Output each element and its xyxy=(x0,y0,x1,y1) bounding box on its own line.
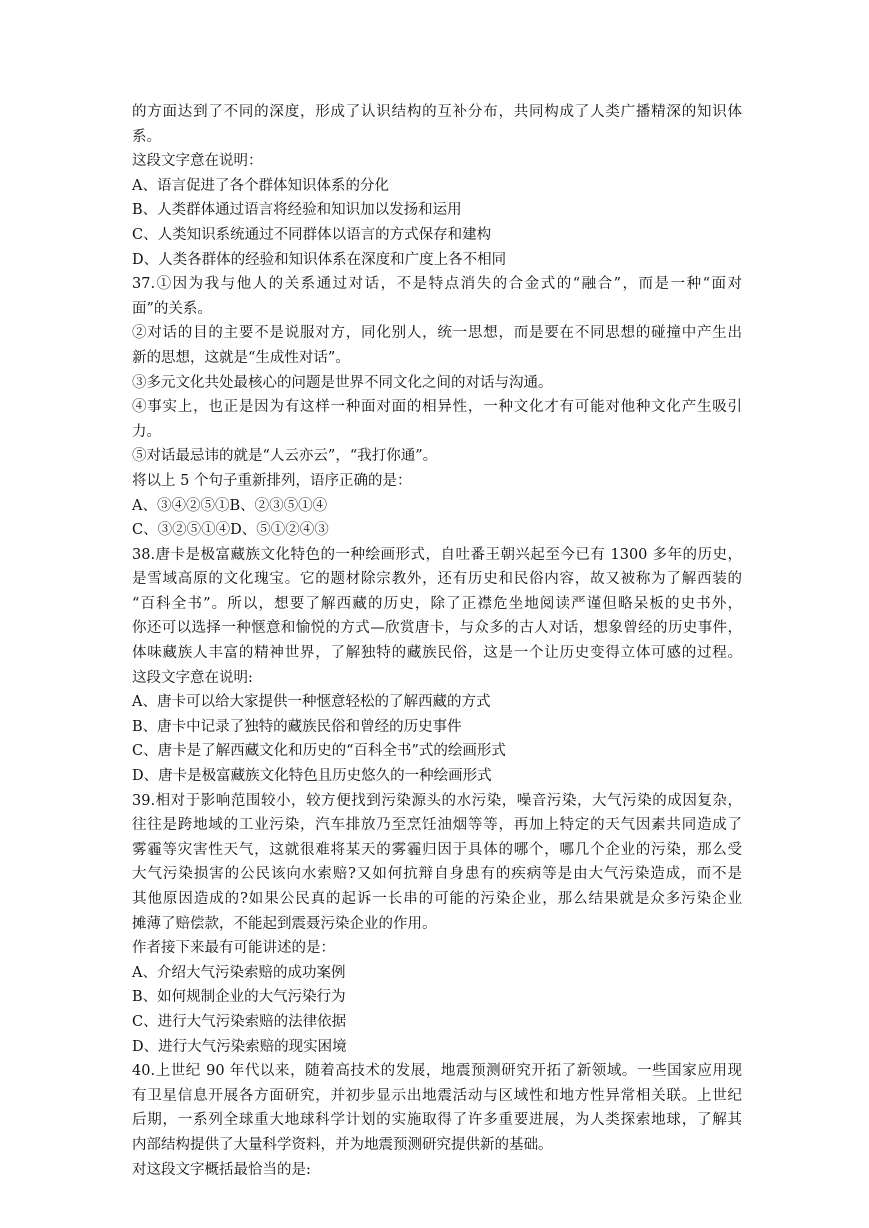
text-line: 面”的关系。 xyxy=(132,300,212,317)
text-line: 力。 xyxy=(132,423,161,440)
text-line: B、如何规制企业的大气污染行为 xyxy=(132,989,346,1006)
text-line: B、人类群体通过语言将经验和知识加以发扬和运用 xyxy=(132,202,462,219)
text-line: 后期，一系列全球重大地球科学计划的实施取得了许多重要进展，为人类探索地球，了解其 xyxy=(132,1112,742,1129)
text-line: A、语言促进了各个群体知识体系的分化 xyxy=(132,177,389,194)
text-line: 其他原因造成的?如果公民真的起诉一长串的可能的污染企业，那么结果就是众多污染企业 xyxy=(132,891,742,907)
text-line: A、③④②⑤①B、②③⑤①④ xyxy=(132,497,328,514)
text-line: 是雪域高原的文化瑰宝。它的题材除宗教外，还有历史和民俗内容，故又被称为了解西装的 xyxy=(132,571,742,588)
text-line: 系。 xyxy=(132,128,161,145)
text-line: C、进行大气污染索赔的法律依据 xyxy=(132,1013,347,1030)
text-line: A、唐卡可以给大家提供一种惬意轻松的了解西藏的方式 xyxy=(132,694,491,711)
text-line: ②对话的目的主要不是说服对方，同化别人，统一思想，而是要在不同思想的碰撞中产生出 xyxy=(132,325,742,342)
text-line: 这段文字意在说明: xyxy=(132,669,253,686)
text-line: B、唐卡中记录了独特的藏族民俗和曾经的历史事件 xyxy=(132,718,462,735)
text-line: 有卫星信息开展各方面研究，并初步显示出地震活动与区域性和地方性异常相关联。上世纪 xyxy=(132,1087,742,1104)
text-line: 摊薄了赔偿款，不能起到震聂污染企业的作用。 xyxy=(132,915,437,932)
text-line: D、唐卡是极富藏族文化特色且历史悠久的一种绘画形式 xyxy=(132,768,492,785)
text-line: 的方面达到了不同的深度，形成了认识结构的互补分布，共同构成了人类广播精深的知识体 xyxy=(132,104,742,120)
text-line: D、进行大气污染索赔的现实困境 xyxy=(132,1038,347,1055)
text-line: ⑤对话最忌讳的就是“人云亦云”，“我打你通”。 xyxy=(132,448,438,465)
text-line: ③多元文化共处最核心的问题是世界不同文化之间的对话与沟通。 xyxy=(132,374,553,391)
text-line: C、人类知识系统通过不同群体以语言的方式保存和建构 xyxy=(132,226,492,243)
text-line: ④事实上，也正是因为有这样一种面对面的相异性，一种文化才有可能对他种文化产生吸引 xyxy=(132,399,742,416)
document-page xyxy=(132,100,742,1182)
text-line: 37.①因为我与他人的关系通过对话，不是特点消失的合金式的“融合”，而是一种“面对 xyxy=(132,276,742,293)
text-line: 体味藏族人丰富的精神世界，了解独特的藏族民俗，这是一个让历史变得立体可感的过程。 xyxy=(132,645,742,662)
text-line: 对这段文字概括最恰当的是: xyxy=(132,1161,311,1178)
text-line: 将以上 5 个句子重新排列，语序正确的是： xyxy=(132,472,412,489)
text-line: 大气污染损害的公民该向水索赔?又如何抗辩自身患有的疾病等是由大气污染造成，而不是 xyxy=(132,866,742,883)
text-line: 这段文字意在说明： xyxy=(132,153,263,170)
text-line: 40.上世纪 90 年代以来，随着高技术的发展，地震预测研究开拓了新领域。一些国家应用现 xyxy=(132,1063,742,1080)
text-line: “百科全书”。所以，想要了解西藏的历史，除了正襟危坐地阅读严谨但略呆板的史书外， xyxy=(132,595,742,612)
text-line: C、③②⑤①④D、⑤①②④③ xyxy=(132,522,329,539)
text-line: 39.相对于影响范围较小，较方便找到污染源头的水污染，噪音污染，大气污染的成因复杂， xyxy=(132,792,742,809)
text-line: 新的思想，这就是“生成性对话”。 xyxy=(132,349,350,366)
text-line: D、人类各群体的经验和知识体系在深度和广度上各不相同 xyxy=(132,251,507,268)
text-line: A、介绍大气污染索赔的成功案例 xyxy=(132,964,346,981)
text-line: C、唐卡是了解西藏文化和历史的“百科全书”式的绘画形式 xyxy=(132,743,506,760)
text-line: 内部结构提供了大量科学资料，并为地震预测研究提供新的基础。 xyxy=(132,1136,553,1153)
text-line: 往往是跨地域的工业污染，汽车排放乃至烹饪油烟等等，再加上特定的天气因素共同造成了 xyxy=(132,817,742,834)
text-line: 雾霾等灾害性天气，这就很难将某天的雾霾归因于具体的哪个，哪几个企业的污染，那么受 xyxy=(132,841,742,858)
text-line: 你还可以选择一种惬意和愉悦的方式—欣赏唐卡，与众多的古人对话，想象曾经的历史事件， xyxy=(132,620,742,637)
text-line: 作者接下来最有可能讲述的是： xyxy=(132,940,335,957)
text-line: 38.唐卡是极富藏族文化特色的一种绘画形式，自吐番王朝兴起至今已有 1300 多年的历史， xyxy=(132,546,742,563)
